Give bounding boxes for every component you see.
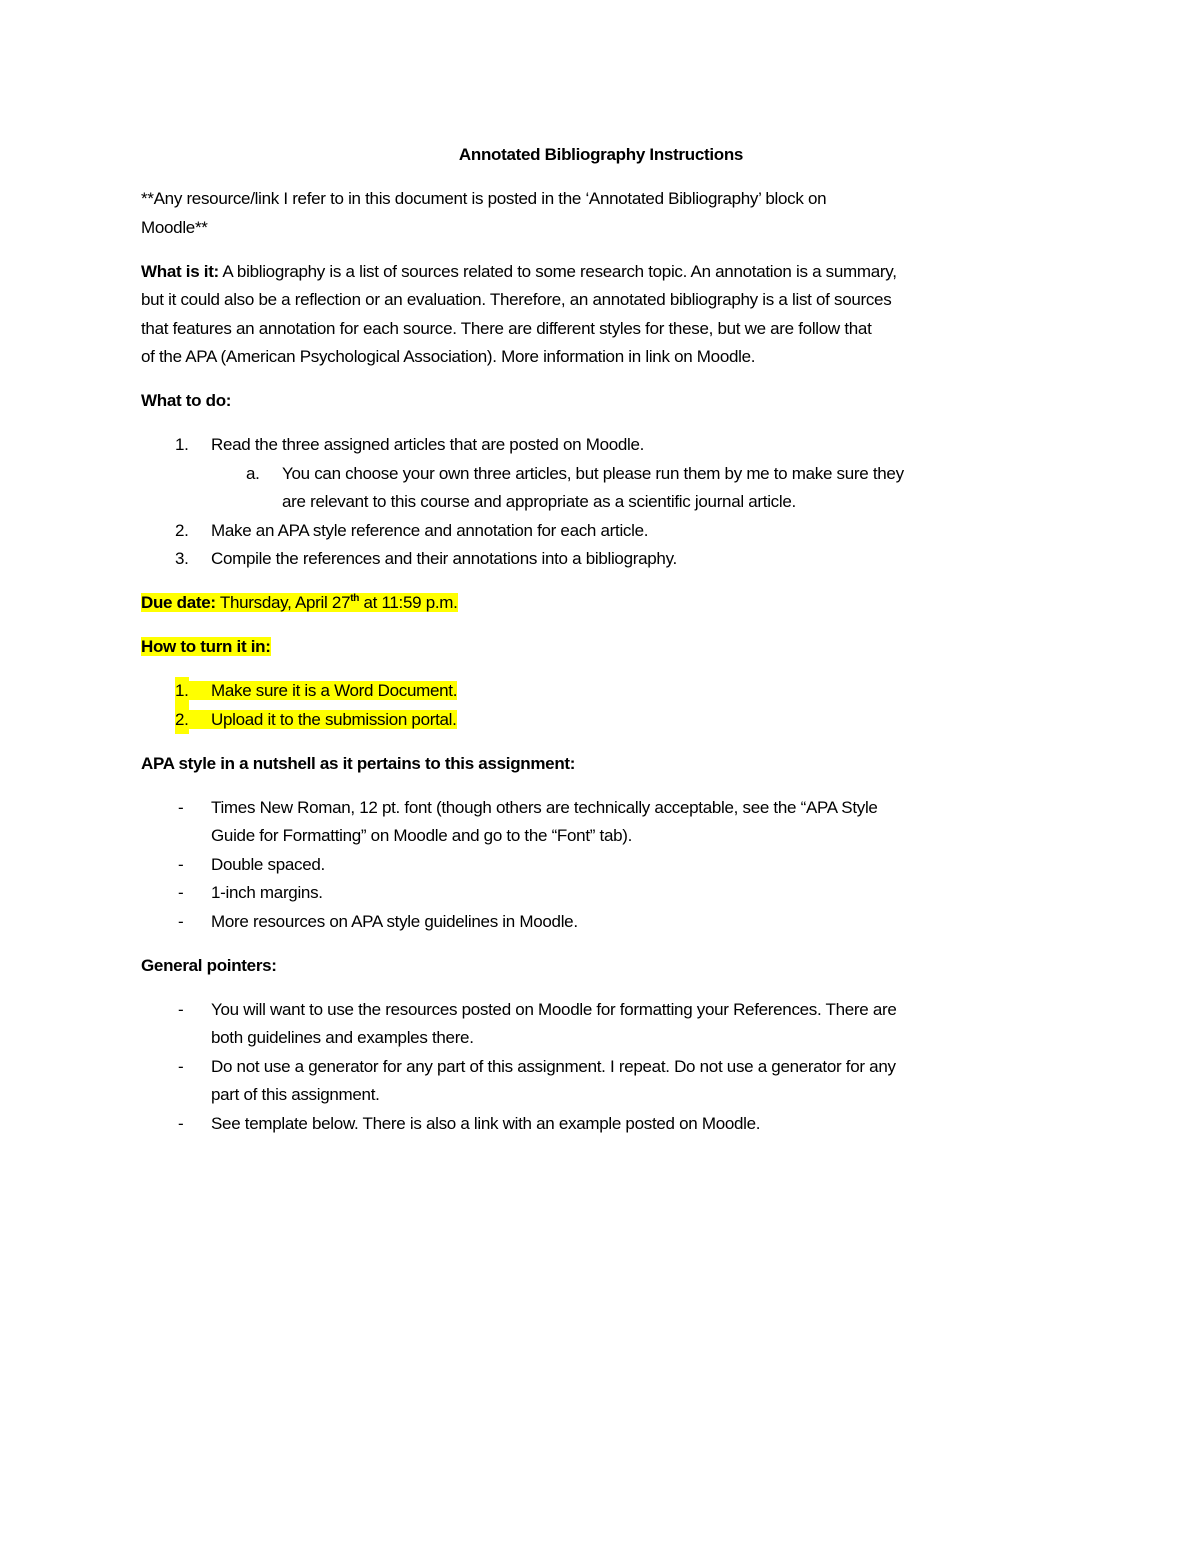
what-to-do-heading: What to do: (141, 391, 232, 410)
list-item: - More resources on APA style guidelines in Moodle. (178, 911, 578, 931)
list-item: - You will want to use the resources posted on Moodle for formatting your References. There are both guidelines and examples there. (178, 999, 897, 1047)
list-item: 1. Read the three assigned articles that are posted on Moodle. (175, 435, 645, 454)
pointers-heading: General pointers: (141, 955, 277, 975)
list-item: 1. Make sure it is a Word Document. (141, 677, 1071, 706)
due-date: Due date: Thursday, April 27th at 11:59 p.m. (141, 593, 458, 612)
list-item: - See template below. There is also a link with an example posted on Moodle. (178, 1113, 761, 1133)
list-item: 3. Compile the references and their annotations into a bibliography. (175, 549, 677, 568)
document-title: Annotated Bibliography Instructions (458, 145, 744, 164)
apa-list (141, 794, 1071, 937)
list-item: - Times New Roman, 12 pt. font (though others are technically acceptable, see the “APA Style Guide for Formatting” on Moodle and go to the “Font” tab). (178, 797, 878, 845)
what-is-it-label: What is it: (141, 261, 219, 281)
list-item: - 1-inch margins. (178, 883, 323, 902)
paragraph-line: that features an annotation for each source. There are different styles for these, but we are follow that (141, 318, 872, 338)
notice-line: Moodle** (141, 217, 208, 237)
pointers-list (141, 996, 1071, 1139)
notice-paragraph (141, 185, 1071, 242)
turn-in-list (141, 677, 1071, 734)
document-page (141, 141, 1071, 1154)
apa-heading: APA style in a nutshell as it pertains to this assignment: (141, 753, 576, 773)
notice-line: **Any resource/link I refer to in this document is posted in the ‘Annotated Bibliography’ block on (141, 189, 827, 208)
turn-in-heading: How to turn it in: (141, 637, 271, 656)
list-item: - Double spaced. (178, 854, 325, 874)
paragraph-line: A bibliography is a list of sources related to some research topic. An annotation is a summary, (218, 261, 897, 281)
list-item: a. You can choose your own three articles, but please run them by me to make sure they are relevant to this course and appropriate as a scientific journal article. (246, 463, 904, 511)
paragraph-line: but it could also be a reflection or an evaluation. Therefore, an annotated bibliography is a list of sources (141, 290, 892, 309)
list-item: 2. Make an APA style reference and annotation for each article. (175, 520, 649, 540)
paragraph-line: of the APA (American Psychological Association). More information in link on Moodle. (141, 347, 756, 366)
list-item: - Do not use a generator for any part of this assignment. I repeat. Do not use a generator for any part of this assignment. (178, 1056, 896, 1104)
what-to-do-list (141, 431, 1071, 574)
list-item: 2. Upload it to the submission portal. (141, 706, 1071, 735)
what-is-it-paragraph (141, 258, 1071, 372)
